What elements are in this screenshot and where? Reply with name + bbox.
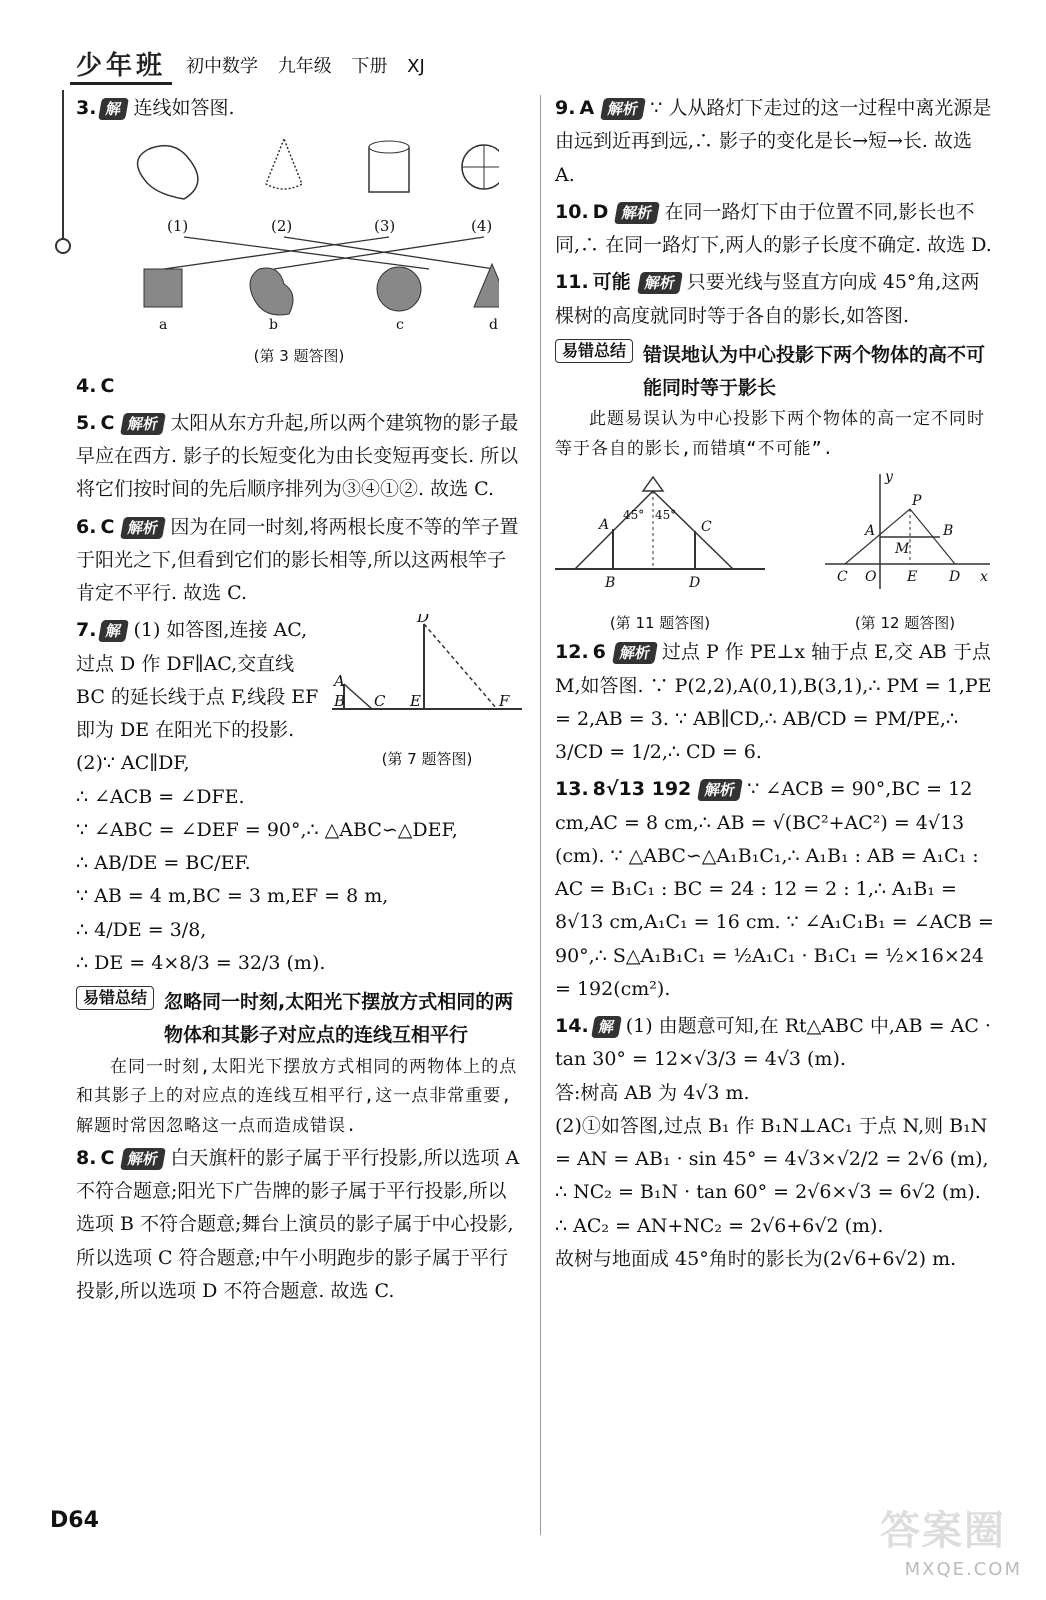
analysis-tag: 解析 (120, 517, 166, 539)
mistake-summary-1: 易错总结 忽略同一时刻,太阳光下摆放方式相同的两物体和其影子对应点的连线互相平行 在同一时刻,太阳光下摆放方式相同的两物体上的点和其影子上的对应点的连线互相平行,这一点非常重要,解题时常因忽略这一点而造成错误. (76, 988, 518, 1136)
label-top-4: (4) (471, 217, 493, 236)
svg-text:B: B (334, 692, 346, 711)
analysis-tag: 解析 (697, 779, 743, 801)
sphere-icon (462, 145, 499, 189)
hand-shadow-icon (138, 146, 198, 199)
svg-text:d: d (489, 317, 498, 334)
book-info: 初中数学 九年级 下册 XJ (186, 56, 425, 77)
figures-11-12 (555, 469, 995, 637)
svg-text:F: F (499, 692, 510, 711)
figure-q12: y P A M B C O E D x (第 12 题答图) (837, 468, 988, 632)
svg-text:A: A (865, 522, 876, 539)
mistake-summary-tag: 易错总结 (76, 986, 154, 1010)
question-9: 9. A 解析 ∵ 人从路灯下走过的这一过程中离光源是由远到近再到远,∴ 影子的变化是长→短→长. 故选 A. (555, 97, 992, 186)
binding-line (62, 90, 64, 240)
svg-text:D: D (689, 574, 701, 591)
label-top-1: (1) (167, 217, 189, 236)
mistake-summary-tag: 易错总结 (555, 339, 633, 363)
analysis-tag: 解析 (637, 272, 683, 294)
figure-q7: D A B C E F (第 7 题答图) (332, 614, 522, 772)
svg-text:C: C (374, 692, 386, 711)
label-top-3: (3) (374, 217, 396, 236)
svg-text:B: B (943, 522, 954, 539)
analysis-tag: 解析 (615, 202, 661, 224)
question-12: 12. 6 解析 过点 P 作 PE⊥x 轴于点 E,交 AB 于点 M,如答图. ∵ P(2,2),A(0,1),B(3,1),∴ PM = 1,PE = 2,AB = 3. ∵ AB∥CD,∴ AB/CD = PM/PE,∴ 3/CD = 1/2,∴ CD = 6. (555, 641, 992, 763)
svg-text:C: C (837, 568, 848, 585)
answer-tag: 解 (99, 98, 130, 120)
svg-text:b: b (269, 317, 278, 334)
analysis-tag: 解析 (612, 642, 658, 664)
watermark-url: MXQE.COM (904, 1559, 1022, 1580)
svg-text:x: x (980, 568, 988, 585)
svg-text:A: A (334, 672, 345, 691)
prism-icon (369, 141, 409, 192)
question-13: 13. 8√13 192 解析 ∵ ∠ACB = 90°,BC = 12 cm,AC = 8 cm,∴ AB = √(BC²+AC²) = 4√13 (cm). ∵ △ABC∽△A₁B₁C₁,∴ A₁B₁ : AB = A₁C₁ : AC = B₁C₁ : BC = 24 : 12 = 2 : 1,∴ A₁B₁ = 8√13 cm,A₁C₁ = 16 cm. ∵ ∠A₁C₁B₁ = ∠ACB = 90°,∴ S△A₁B₁C₁ = ½A₁C₁ · B₁C₁ = ½×16×24 = 192(cm²). (555, 778, 994, 1000)
analysis-tag: 解析 (120, 1148, 166, 1170)
watermark-logo: 答案圈 (880, 1508, 1006, 1554)
answer-tag: 解 (99, 620, 130, 642)
svg-text:y: y (885, 468, 893, 485)
answer-tag: 解 (591, 1016, 622, 1038)
question-11: 11. 可能 解析 只要光线与竖直方向成 45°角,这两棵树的高度就同时等于各自的影长,如答图. (555, 271, 980, 327)
figure-q3-caption: (第 3 题答图) (253, 347, 345, 366)
question-6: 6. C 解析 因为在同一时刻,将两根长度不等的竿子置于阳光之下,但看到它们的影长相等,所以这两根竿子肯定不平行. 故选 C. (76, 515, 519, 604)
svg-text:E: E (907, 568, 918, 585)
left-column (76, 92, 522, 1312)
svg-text:P: P (912, 492, 922, 509)
analysis-tag: 解析 (120, 413, 166, 435)
figure-q3 (99, 129, 499, 339)
square-shadow (144, 269, 182, 307)
right-column (555, 92, 995, 1280)
question-5: 5. C 解析 太阳从东方升起,所以两个建筑物的影子最早应在西方. 影子的长短变化为由长变短再变长. 所以将它们按时间的先后顺序排列为③④①②. 故选 C. (76, 411, 519, 501)
question-3: 3. 解 连线如答图. (76, 97, 235, 119)
svg-text:A: A (599, 516, 610, 533)
figure-q11: A B C D 45° 45° (第 11 题答图) (555, 469, 765, 637)
question-14: 14. 解 (1) 由题意可知,在 Rt△ABC 中,AB = AC · tan 30° = 12×√3/3 = 4√3 (m). 答:树高 AB 为 4√3 m. (2)①如答图,过点 B₁ 作 B₁N⊥AC₁ 于点 N,则 B₁N = AN = AB₁ · sin 45° = 4√3×√2/2 = 2√6 (m), ∴ NC₂ = B₁N · tan 60° = 2√6×√3 = 6√2 (m). ∴ AC₂ = AN+NC₂ = 2√6+6√2 (m). 故树与地面成 45°角时的影长为(2√6+6√2) m. (555, 1015, 991, 1270)
analysis-tag: 解析 (600, 98, 646, 120)
svg-text:C: C (701, 518, 712, 535)
question-4: 4. C (76, 374, 115, 397)
book-logo: 少年班 (70, 45, 172, 85)
column-divider (540, 95, 541, 1535)
question-8: 8. C 解析 白天旗杆的影子属于平行投影,所以选项 A 不符合题意;阳光下广告牌的影子属于平行投影,所以选项 B 不符合题意;舞台上演员的影子属于中心投影,所以选项 C 符合题意;中午小明跑步的影子属于平行投影,所以选项 D 不符合题意. 故选 C. (76, 1146, 520, 1302)
question-7: D A B C E F (第 7 题答图) 7. 解 (1) 如答图,连接 AC,过点 D 作 DF∥AC,交直线 BC 的延长线于点 F,线段 EF 即为 DE 在阳光下的投影. (2)∵ AC∥DF, ∴ ∠ACB = ∠DFE. ∵ ∠ABC = ∠DEF = 90°,∴ △ABC∽△DEF, ∴ AB/DE = BC/EF. ∵ AB = 4 m,BC = 3 m,EF = 8 m, ∴ 4/DE = 3/8, ∴ DE = 4×8/3 = 32/3 (m). (76, 614, 522, 980)
triangle-shadow (474, 264, 499, 307)
svg-text:D: D (417, 614, 430, 627)
svg-text:D: D (949, 568, 961, 585)
question-10: 10. D 解析 在同一路灯下由于位置不同,影长也不同,∴ 在同一路灯下,两人的影子长度不确定. 故选 D. (555, 200, 992, 256)
label-top-2: (2) (271, 217, 293, 236)
page-header (70, 48, 425, 82)
svg-text:a: a (159, 317, 168, 334)
binding-ring-icon (55, 238, 71, 254)
svg-text:E: E (410, 692, 421, 711)
cone-icon (266, 139, 302, 189)
svg-text:M: M (895, 540, 910, 557)
circle-shadow (377, 267, 421, 311)
svg-text:B: B (605, 574, 616, 591)
svg-text:45°: 45° (655, 507, 677, 522)
page-number: D64 (50, 1508, 99, 1533)
svg-text:c: c (396, 317, 404, 334)
svg-text:O: O (865, 568, 877, 585)
mistake-summary-2: 易错总结 错误地认为中心投影下两个物体的高不可能同时等于影长 此题易误认为中心投影下两个物体的高一定不同时等于各自的影长,而错填“不可能”. (555, 340, 986, 459)
hand-shadow (250, 268, 293, 315)
svg-text:45°: 45° (623, 507, 645, 522)
